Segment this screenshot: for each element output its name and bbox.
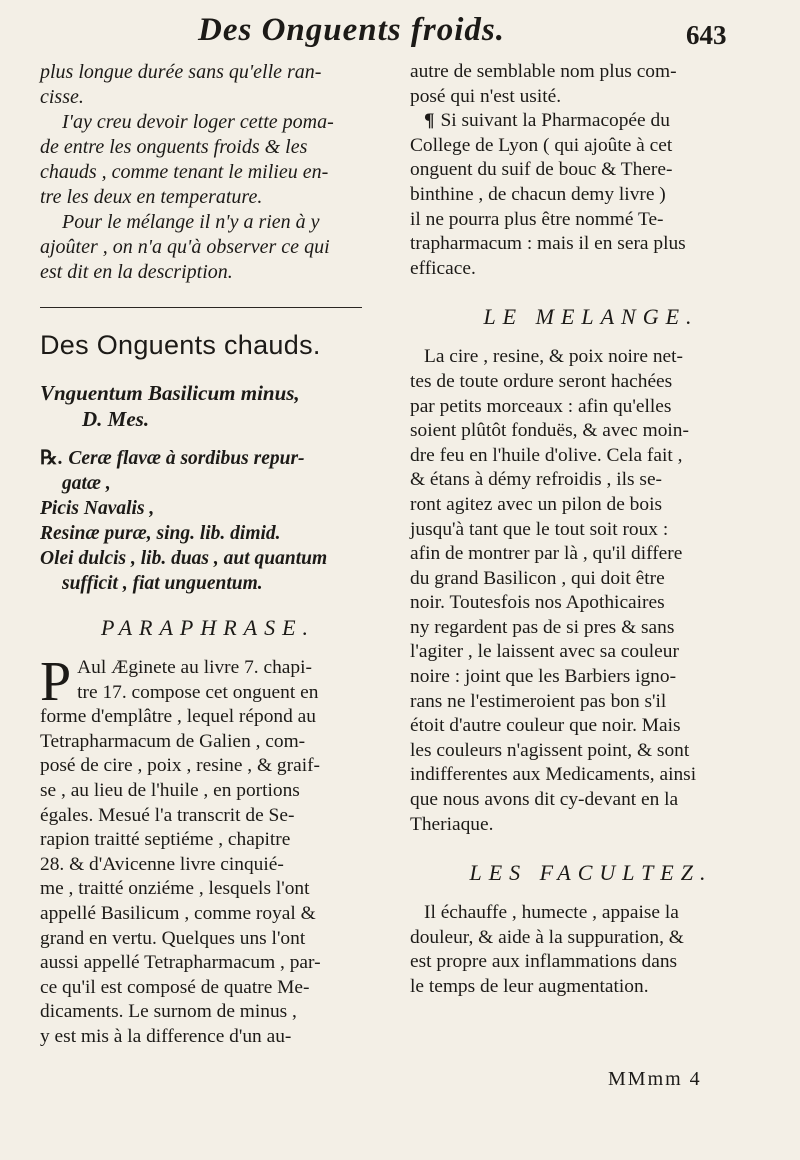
text-line: binthine , de chacun demy livre ) [410, 183, 666, 205]
text-line: soient plûtôt fonduës, & avec moin- [410, 420, 689, 442]
text-line: College de Lyon ( qui ajoûte à cet [410, 134, 673, 156]
section-title: Des Onguents chauds. [40, 330, 321, 360]
ingredient-line: gatæ , [62, 473, 111, 494]
text-line: plus longue durée sans qu'elle ran- [40, 61, 322, 83]
page-number: 643 [686, 20, 727, 50]
text-line: l'agiter , le laissent avec sa couleur [410, 641, 679, 663]
text-line: posé de cire , poix , resine , & graif- [40, 755, 320, 777]
text-line: rapion traitté septiéme , chapitre [40, 829, 291, 851]
text-line: les couleurs n'agissent point, & sont [410, 739, 690, 761]
text-line: noire : joint que les Barbiers igno- [410, 666, 677, 688]
text-line: dre feu en l'huile d'olive. Cela fait , [410, 444, 683, 466]
facultez-heading: LES FACULTEZ. [469, 860, 713, 886]
text-line: me , traitté onziéme , lesquels l'ont [40, 878, 310, 900]
text-line: ce qu'il est composé de quatre Me- [40, 976, 310, 998]
text-line: Theriaque. [410, 813, 494, 835]
melange-text [410, 345, 772, 837]
drop-cap: P [40, 651, 72, 713]
paragraph-pomade-placement [40, 110, 376, 210]
text-line: rans ne l'estimeroient pas bon s'il [410, 690, 667, 712]
text-line: Tetrapharmacum de Galien , com- [40, 730, 306, 752]
recipe-author: D. Mes. [82, 407, 150, 431]
text-line: afin de montrer par là , qu'il differe [410, 543, 683, 565]
right-column [410, 60, 772, 1000]
paraphrase-text [40, 651, 376, 1050]
text-line: douleur, & aide à la suppuration, & [410, 926, 684, 948]
text-line: autre de semblable nom plus com- [410, 61, 677, 82]
text-line: onguent du suif de bouc & There- [410, 159, 673, 181]
recipe-title: Vnguentum Basilicum minus, [40, 381, 300, 405]
pharmacopoeia-note [410, 109, 772, 281]
running-head-title: Des Onguents froids. [198, 12, 505, 48]
text-line: ajoûter , on n'a qu'à observer ce qui [40, 236, 330, 258]
text-line: par petits morceaux : afin qu'elles [410, 395, 672, 417]
ingredient-line: Picis Navalis , [40, 498, 155, 519]
text-line: Aul Æginete au livre 7. chapi- [77, 657, 312, 678]
text-line: ny regardent pas de si pres & sans [410, 616, 675, 638]
recipe-symbol-icon: ℞. [40, 448, 63, 469]
ingredient-line: Olei dulcis , lib. duas , aut quantum [40, 548, 328, 569]
text-line: ront agitez avec un pilon de bois [410, 493, 663, 515]
left-column [40, 60, 376, 1050]
text-line: indifferentes aux Medicaments, ainsi [410, 764, 697, 786]
paragraph-melange-note [40, 210, 376, 285]
text-line: posé qui n'est usité. [410, 85, 562, 107]
text-line: égales. Mesué l'a transcrit de Se- [40, 804, 295, 826]
running-head [0, 12, 800, 52]
text-line: dicaments. Le surnom de minus , [40, 1001, 297, 1023]
section-divider [40, 307, 362, 308]
text-line: Il échauffe , humecte , appaise la [424, 902, 679, 924]
text-line: est dit en la description. [40, 261, 233, 283]
text-line: étoit d'autre couleur que noir. Mais [410, 715, 681, 737]
text-line: tre les deux en temperature. [40, 186, 263, 208]
pilcrow-icon: ¶ [424, 110, 435, 132]
signature-mark: MMmm 4 [608, 1068, 702, 1090]
text-line: est propre aux inflammations dans [410, 951, 678, 973]
ingredient-line: sufficit , fiat unguentum. [62, 573, 263, 594]
ingredient-line: Resinæ puræ, sing. lib. dimid. [40, 523, 281, 544]
text-line: aussi appellé Tetrapharmacum , par- [40, 952, 321, 974]
melange-heading: LE MELANGE. [483, 304, 699, 330]
text-line: Si suivant la Pharmacopée du [440, 110, 670, 132]
text-line: 28. & d'Avicenne livre cinquié- [40, 853, 284, 875]
text-line: cisse. [40, 86, 84, 108]
paraphrase-heading: PARAPHRASE. [100, 615, 316, 640]
text-line: chauds , comme tenant le milieu en- [40, 161, 329, 183]
text-line: & étans à démy refroidis , ils se- [410, 469, 663, 491]
text-line: forme d'emplâtre , lequel répond au [40, 706, 316, 728]
text-line: grand en vertu. Quelques uns l'ont [40, 927, 306, 949]
text-line: La cire , resine, & poix noire net- [424, 346, 683, 368]
text-line: jusqu'à tant que le tout soit roux : [410, 518, 669, 540]
facultez-text [410, 901, 772, 999]
text-line: trapharmacum : mais il en sera plus [410, 233, 686, 255]
text-line: du grand Basilicon , qui doit être [410, 567, 665, 589]
text-line: appellé Basilicum , comme royal & [40, 902, 316, 924]
text-line: le temps de leur augmentation. [410, 976, 649, 997]
text-line: noir. Toutesfois nos Apothicaires [410, 592, 665, 614]
continuation-text [410, 60, 772, 109]
text-line: de entre les onguents froids & les [40, 136, 308, 158]
text-line: y est mis à la difference d'un au- [40, 1025, 292, 1047]
text-line: I'ay creu devoir loger cette poma- [62, 111, 334, 133]
text-line: que nous avons dit cy-devant en la [410, 789, 679, 811]
text-line: tre 17. compose cet onguent en [77, 681, 319, 703]
text-line: se , au lieu de l'huile , en portions [40, 779, 300, 801]
ingredient-line: ℞. Ceræ flavæ à sordibus repur- [40, 448, 305, 469]
text-line: Pour le mélange il n'y a rien à y [62, 211, 320, 233]
text-line: efficace. [410, 257, 476, 279]
continuation-text [40, 60, 376, 110]
text-line: tes de toute ordure seront hachées [410, 370, 673, 392]
text-line: il ne pourra plus être nommé Te- [410, 208, 664, 230]
